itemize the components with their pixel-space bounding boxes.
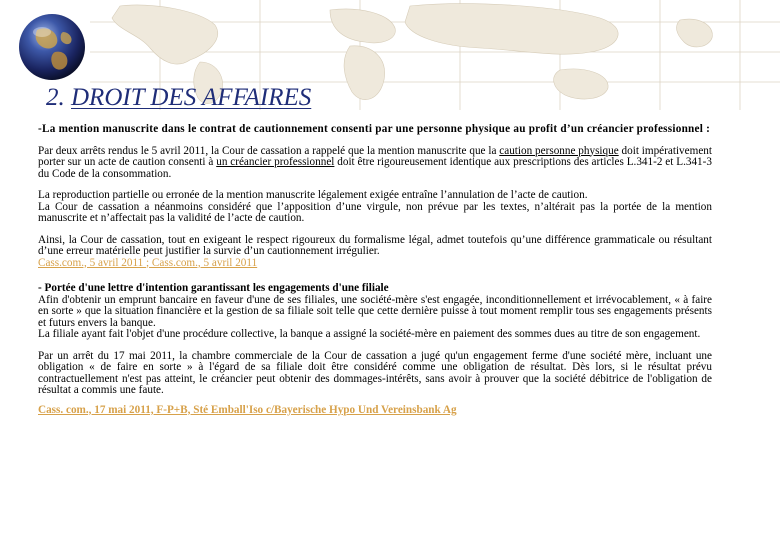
section1-paragraph-3: La Cour de cassation a néanmoins considéré que l’apposition d’une virgule, non prévue par les textes, n’altérait pas la portée de la mention manuscrite et n’affectait pas la validité de l’acte de caution. (38, 200, 712, 224)
globe-icon (17, 12, 87, 82)
section2-paragraph-2: La filiale ayant fait l'objet d'une procédure collective, la banque a assigné la société-mère en paiement des sommes dues au titre de son engagement. (38, 328, 701, 340)
link-caution-personne-physique[interactable]: caution personne physique (499, 144, 619, 157)
section2-paragraph-1: Afin d'obtenir un emprunt bancaire en faveur d'une de ses filiales, une société-mère s'est engagée, inconditionnellement et irrévocablement, « à faire en sorte » que la situation financière et la gestion de sa filiale soit telle que cette dernière puisse à tout moment remplir tous ses engagements présents et futurs envers la banque. (38, 293, 712, 329)
section1-paragraph-2: La reproduction partielle ou erronée de la mention manuscrite légalement exigée entraîne l’annulation de l’acte de caution. (38, 189, 588, 201)
section2-heading: - Portée d'une lettre d'intention garantissant les engagements d'une filiale (38, 282, 389, 294)
title-number: 2. (46, 84, 65, 111)
page-title (46, 83, 311, 113)
intro-heading: -La mention manuscrite dans le contrat de cautionnement consenti par une personne physique au profit d’un créancier professionnel : (38, 123, 711, 135)
section1-p1-text-a: Par deux arrêts rendus le 5 avril 2011, la Cour de cassation a rappelé que la mention manuscrite que la (38, 144, 500, 157)
source-link-cass-com-17-mai-2011[interactable]: Cass. com., 17 mai 2011, F-P+B, Sté Emball'Iso c/Bayerische Hypo Und Vereinsbank Ag (38, 403, 457, 416)
section1-p1-text-c: doit être rigoureusement identique aux prescriptions des articles L.341-2 et L.341-3 du Code de la consommation. (38, 156, 712, 180)
link-creancier-professionnel[interactable]: un créancier professionnel (216, 156, 335, 168)
section1-p1-text-b: doit impérativement porter sur un acte de caution consenti à (38, 144, 712, 168)
section1-paragraph-1 (38, 146, 712, 181)
title-text: DROIT DES AFFAIRES (71, 84, 312, 111)
section1-paragraph-4: Ainsi, la Cour de cassation, tout en exigeant le respect rigoureux du formalisme légal, admet toutefois qu’une différence grammaticale ou résultant d’une erreur matérielle peut justifier la survie d’un cautionnement irrégulier. (38, 233, 712, 257)
content-body (38, 124, 712, 416)
source-link-cass-com-5-avril-2011[interactable]: Cass.com., 5 avril 2011 ; Cass.com., 5 avril 2011 (38, 256, 258, 269)
section2-paragraph-3: Par un arrêt du 17 mai 2011, la chambre commerciale de la Cour de cassation a jugé qu'un engagement ferme d'une société mère, incluant une obligation « de faire en sorte » à l'égard de sa filiale doit être considéré comme une obligation de résultat. Dès lors, si le résultat prévu contractuellement n'est pas atteint, le créancier peut obtenir des dommages-intérêts, sans avoir à prouver que la société débitrice de l'obligation de résultat a commis une faute. (38, 349, 712, 396)
